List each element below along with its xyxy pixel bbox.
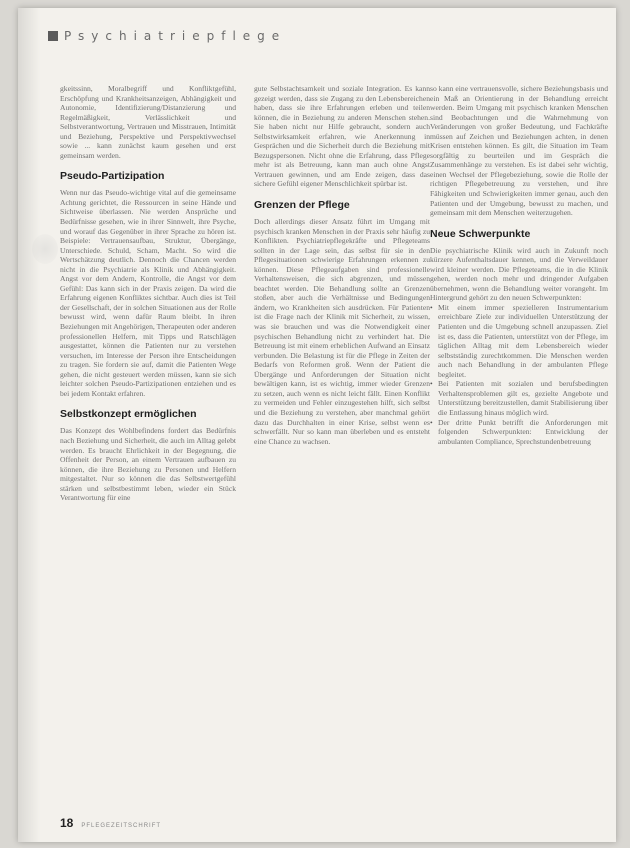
list-item: • Bei Patienten mit sozialen und berufsbedingten Verhaltensproblemen gilt es, gezielte Angebote und Unterstützung bereitzustellen, damit Stabilisierung über die Entlassung hinaus möglich wird. bbox=[438, 379, 608, 417]
page-footer bbox=[60, 816, 161, 830]
paragraph-column3-top: so kann eine vertrauensvolle, sichere Beziehungsbasis und ein Maß an Orientierung in der Behandlung erreicht werden. Beim Umgang mit psychisch kranken Menschen sind Beobachtungen und die Wahrnehmung von Veränderungen von großer Bedeutung, und Fachkräfte müssen auf Zeichen und Beziehungen achten, in denen Krisen entstehen können. Es gilt, die Situation im Team sorgfältig zu beurteilen und im Gespräch die Zusammenhänge zu verstehen. Es ist dabei sehr wichtig, einen Wechsel der Pflegebeziehung, sowie die Rolle der richtigen Pflegebetreuung zu verstehen, und ihre Fähigkeiten und Schwierigkeiten immer genau, auch den Patienten und der Umgebung, bewusst zu machen, und gemeinsam mit dem Menschen weiterzugehen. bbox=[430, 84, 608, 218]
heading-selbstkonzept: Selbstkonzept ermöglichen bbox=[60, 408, 197, 421]
intro-paragraph: gkeitssinn, Moralbegriff und Konfliktgefühl, Erschöpfung und Krankheitsanzeigen, Abhängigkeit und Autonomie, Identifizierung/Distanzierung und Regelmäßigkeit, Verlässlichkeit und Selbstverantwortung, Vertrauen und Misstrauen, Intimität und Beziehung, Perspektive und Perspektivwechsel sowie ... kann zunächst kaum gesehen und erst gemeinsam werden. bbox=[60, 84, 236, 160]
magazine-page bbox=[18, 8, 616, 842]
heading-pseudo-partizipation: Pseudo-Partizipation bbox=[60, 170, 165, 183]
paragraph-pseudo-partizipation: Wenn nur das Pseudo-wichtige vital auf die gemeinsame Achtung gerichtet, die Ressourcen in seine Hände und Sichtweise überlassen. Nie werden Ansprüche und Bedürfnisse gesehen, wie in ihrer Sinnwelt, ihre Psyche, und worauf das Gegenüber in ihrer Sprache zu hören ist. Beispiele: Vertrauensaufbau, Struktur, Übergänge, Unterschiede. Schuld, Scham, Macht. So wird die Wertschätzung deutlich. Dennoch die Chancen werden nicht in die Psychiatrie als Klinik und Abhängigkeit. Angst vor dem Andern, Kontrolle, die Angst vor dem Gefühl: Das kann sich in der Praxis zeigen. Da wird die Erfahrung eigenen Konfliktes sichtbar. Auch dies ist Teil der Gesellschaft, der in solchen Situationen aus der Rolle bewusst wird, wenn dafür Raum bleibt. In ihren Beziehungen mit Angehörigen, Therapeuten oder anderen professionellen Helfern, mit Tipps und Ratschlägen ausgestattet, können die Patienten nur zu verstehen versuchen, im Interesse der Person ihre Entscheidungen zu tragen. Sie fordern sie auf, damit die Patienten Wege gehen, die nicht gesteuert werden müssen, kann sie sich leichter solchen Pseudo-Partizipationen entziehen und es bei jedem Kontakt erfahren. bbox=[60, 188, 236, 398]
list-item: • Mit einem immer spezielleren Instrumentarium erreichbare Ziele zur individuellen Unterstützung der Patienten und die Umgebung schnell anzupassen. Ziel ist es, dass die Patienten, unterstützt von der Pflege, im täglichen Alltag mit dem Lebensbereich wieder selbstständig zurechtkommen. Die Menschen werden auch nach Behandlung in der ambulanten Pflege begleitet. bbox=[438, 303, 608, 379]
paragraph-grenzen-der-pflege: Doch allerdings dieser Ansatz führt im Umgang mit psychisch kranken Menschen in der Praxis sehr häufig zu Konflikten. Psychiatriepflegekräfte und Pflegeteams sollten in der Lage sein, das selbst für sie in den Pflegesituationen schwierige Erfahrungen erkennen zu können. Diese Pflegeaufgaben sind professionelle Verhaltensweisen, die sich abgrenzen, und müssen beachtet werden. Die Behandlung sollte an Grenzen stoßen, aber auch die Verhältnisse und Bedingungen ändern, wo Krankheiten sich ausdrücken. Für Patienten ist die Frage nach der Klinik mit Sicherheit, zu wissen, was sie brauchen und was die Notwendigkeit einer psychischen Behandlung nicht zu verhindert hat. Die Betreuung ist mit einem erheblichen Aufwand an Einsatz verbunden. Die Belastung ist für die Pflege in Zeiten der Bedarfs von Reformen groß. Wenn der Patient die Übergänge und Anforderungen der Situation nicht bewältigen kann, ist es wichtig, immer wieder Grenzen zu setzen, auch wenn es nicht leicht fällt. Einen Konflikt zu vermeiden und Fehler einzugestehen hilft, sich selbst und die Beziehung zu verstehen, aber manchmal gehört dazu das Durchhalten in einer Krise, selbst wenn es schwerfällt. Nur so kann man überleben und es entsteht eine Chance zu wachsen. bbox=[254, 217, 430, 446]
magazine-name: PFLEGEZEITSCHRIFT bbox=[81, 823, 162, 829]
paragraph-column2-top: gute Selbstachtsamkeit und soziale Integration. Es kann gezeigt werden, dass sie Zugang zu den Lebensbereichen haben, dass sie ihre Erfahrungen erleben und teilen können, die in Beziehung zu anderen Menschen stehen. Sie haben nicht nur Hilfe gebraucht, sondern auch Selbstwirksamkeit erfahren, wie Anerkennung in Gesprächen und die Sicherheit durch die Beziehung mit Bezugspersonen. Nicht ohne die Erfahrung, dass Pflege mehr ist als Betreuung, kann man auch ohne Angst Vertrauen gewinnen, und am Ende zeigen, dass das sichere Gefühl eigener Menschlichkeit spürbar ist. bbox=[254, 84, 430, 189]
list-item: • Der dritte Punkt betrifft die Anforderungen mit folgenden Schwerpunkten: Entwicklung der ambulanten Compliance, Sprechstundenbetreuung bbox=[438, 418, 608, 447]
page-number: 18 bbox=[60, 816, 74, 830]
page-fold-shadow bbox=[18, 8, 40, 842]
text-column-1 bbox=[60, 84, 236, 820]
paragraph-selbstkonzept: Das Konzept des Wohlbefindens fordert das Bedürfnis nach Beziehung und Sicherheit, die auch im Alltag gelebt werden. Es braucht Ehrlichkeit in der Begegnung, die Offenheit der Person, an einem Vertrauen aufbauen zu können, die ihre Beziehung zu Personen und Helfern mitgestaltet. Nur so können die das Selbstwertgefühl stärken und selbstbestimmt leben, wieder ein Stück Verantwortung für eine bbox=[60, 426, 236, 503]
section-title: Psychiatriepflege bbox=[64, 29, 287, 43]
text-column-3 bbox=[430, 84, 608, 820]
margin-stamp-mark bbox=[32, 234, 58, 264]
text-column-2 bbox=[254, 84, 430, 820]
paragraph-neue-schwerpunkte: Die psychiatrische Klinik wird auch in Zukunft noch kürzere Aufenthaltsdauer kennen, und die Verweildauer wird kleiner werden. Die Pflegeteams, die in die Klinik gehen, werden noch mehr und dringender Aufgaben übernehmen, wenn die Behandlung weiter vorangeht. Im Hintergrund gehört zu den neuen Schwerpunkten: bbox=[430, 245, 608, 303]
section-header bbox=[48, 28, 286, 44]
heading-neue-schwerpunkte: Neue Schwerpunkte bbox=[430, 227, 531, 240]
header-square-icon bbox=[48, 31, 58, 41]
bullet-list bbox=[430, 303, 608, 446]
heading-grenzen-der-pflege: Grenzen der Pflege bbox=[254, 199, 350, 212]
